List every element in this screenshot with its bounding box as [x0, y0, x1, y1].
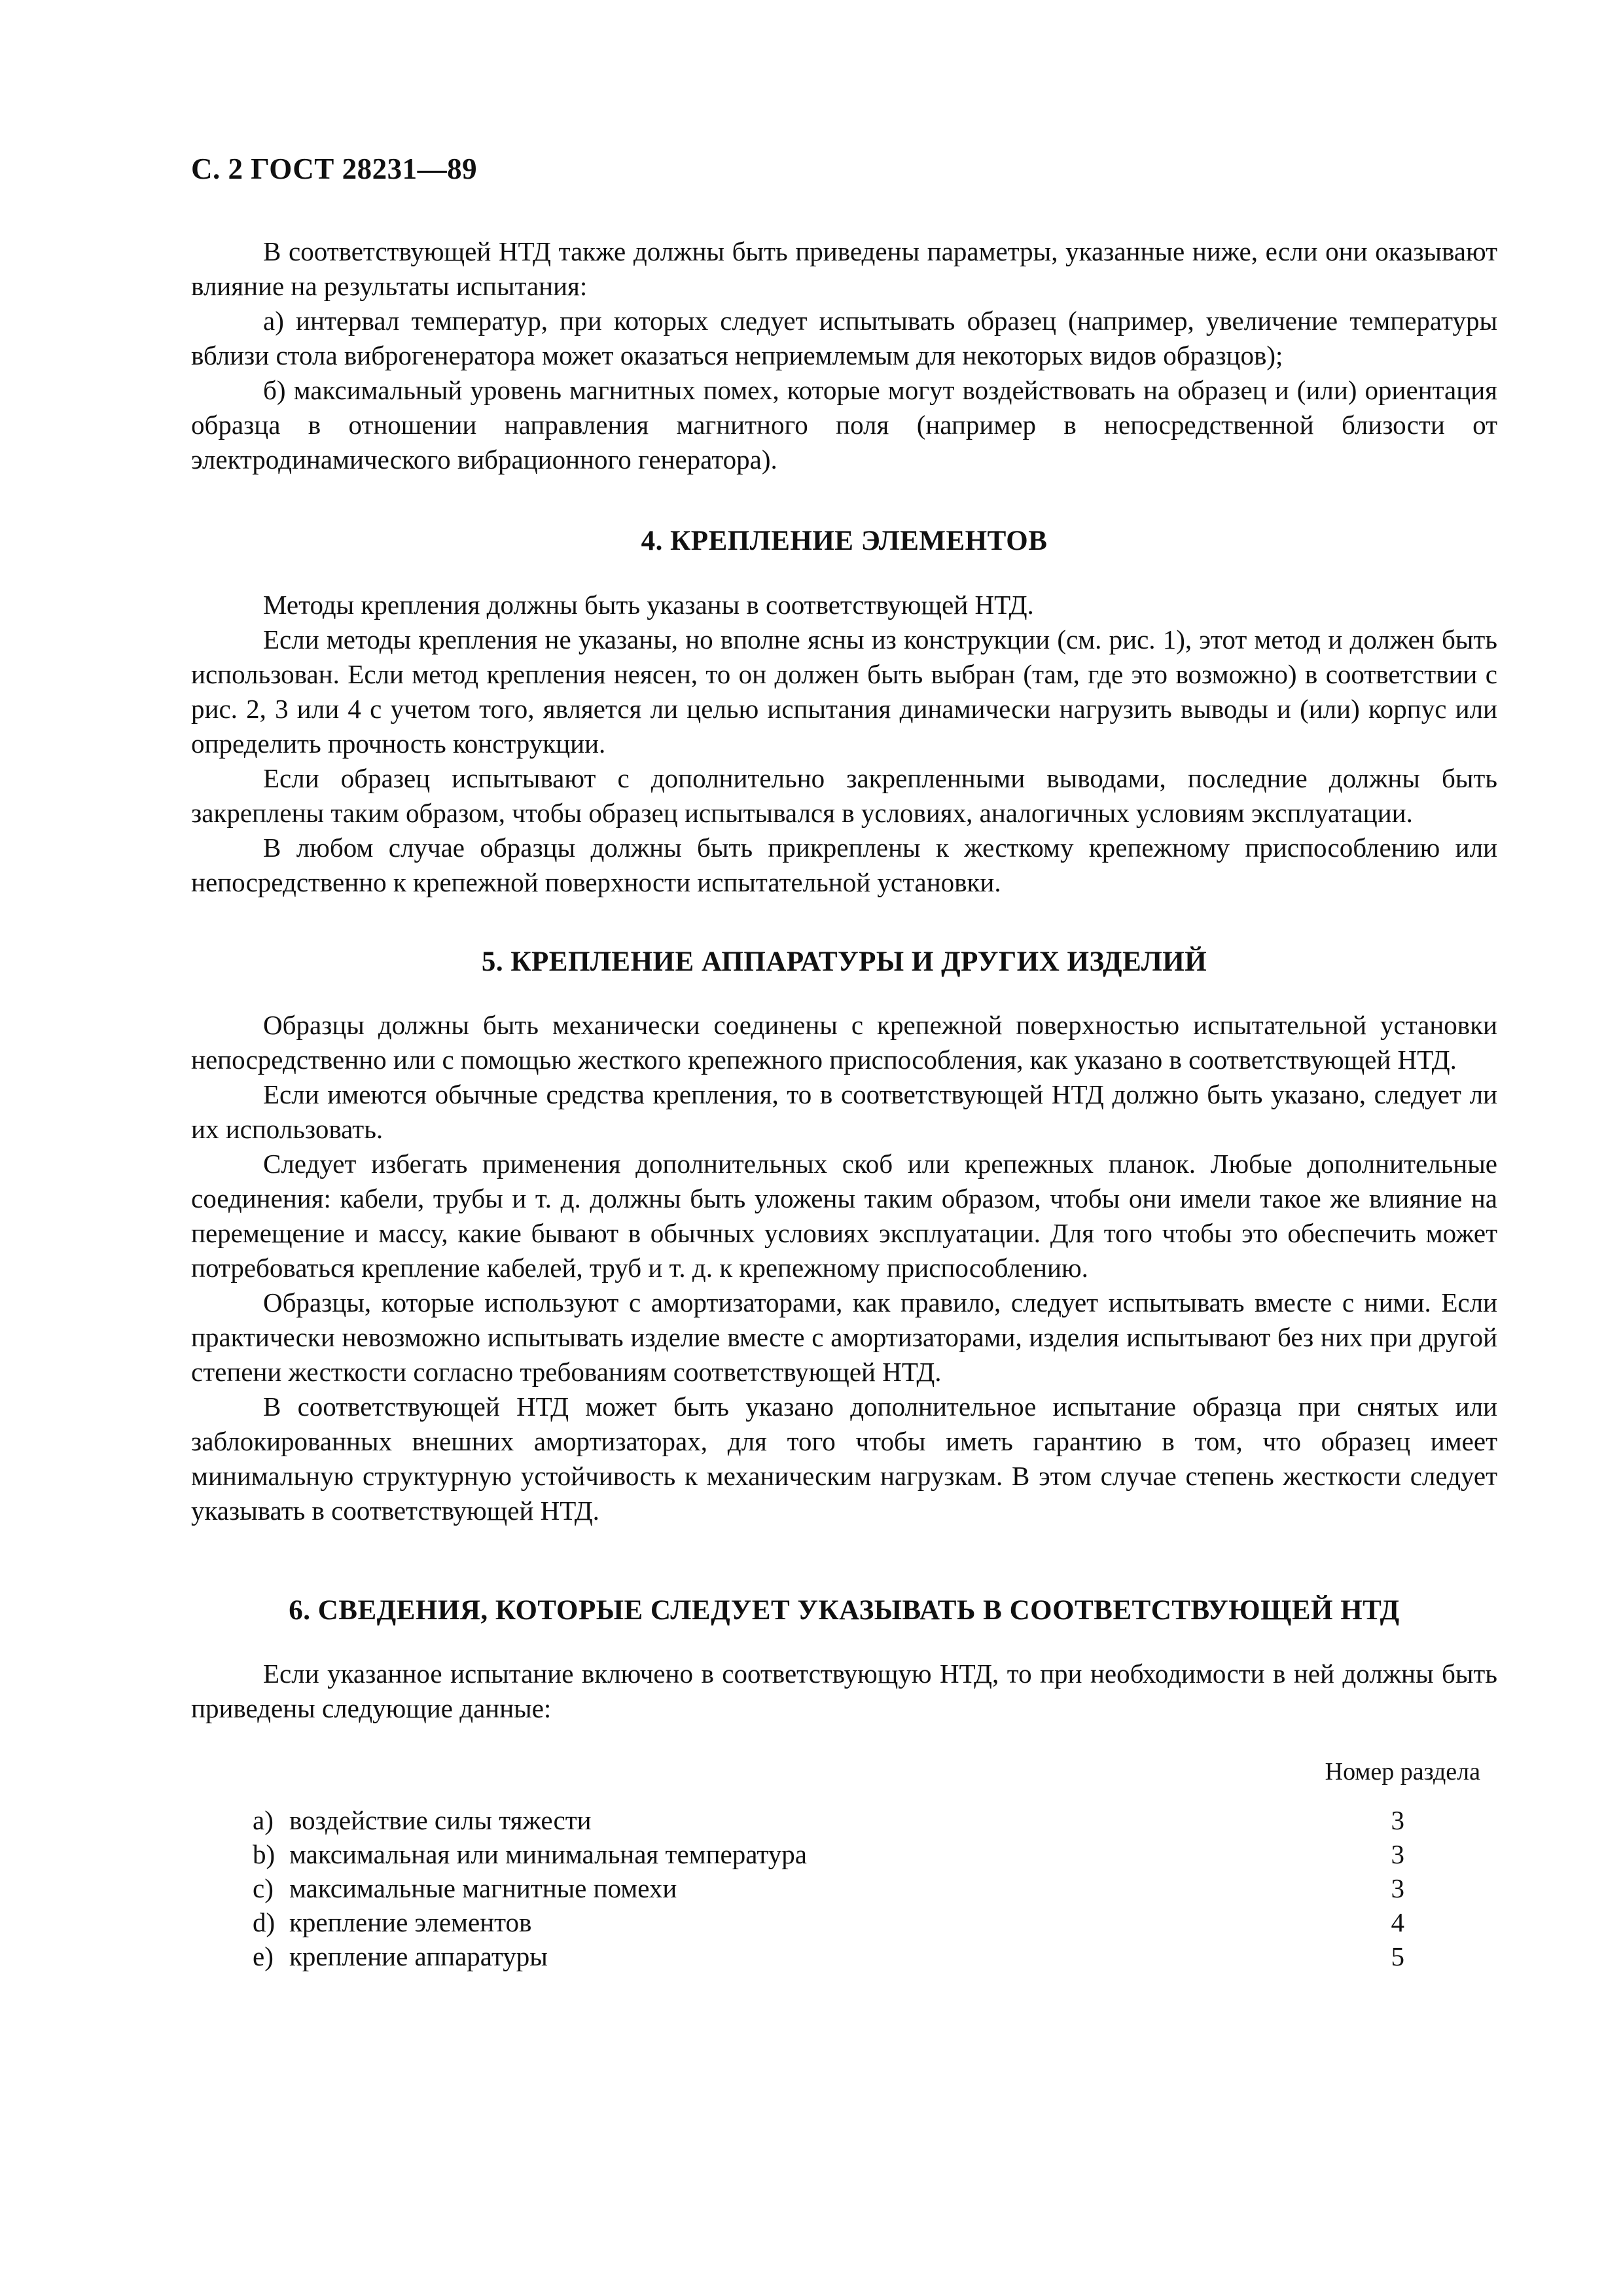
paragraph: Если методы крепления не указаны, но вполне ясны из конструкции (см. рис. 1), этот метод и должен быть использован. Если метод крепления неясен, то он должен быть выбран (там, где это возможно) в соответствии с рис. 2, 3 или 4 с учетом того, является ли целью испытания динамически нагрузить выводы и (или) корпус или определить прочность конструкции. — [191, 624, 1497, 759]
paragraph: В соответствующей НТД может быть указано дополнительное испытание образца при снятых или заблокированных внешних амортизаторах, для того чтобы иметь гарантию в том, что образец имеет минимальную структурную устойчивость к механическим нагрузкам. В этом случае степень жесткости следует указывать в соответствующей НТД. — [191, 1391, 1497, 1526]
paragraph: В любом случае образцы должны быть прикреплены к жесткому крепежному приспособлению или непосредственно к крепежной поверхности испытательной установки. — [191, 833, 1497, 897]
list-item-section-number: 5 — [1391, 1941, 1404, 1971]
list-item — [253, 1941, 1404, 1975]
paragraph: Образцы должны быть механически соединены с крепежной поверхностью испытательной установки непосредственно или с помощью жесткого крепежного приспособления, как указано в соответствующей НТД. — [191, 1010, 1497, 1075]
section-heading-6: 6. СВЕДЕНИЯ, КОТОРЫЕ СЛЕДУЕТ УКАЗЫВАТЬ В СООТВЕТСТВУЮЩЕЙ НТД — [289, 1595, 1400, 1626]
paragraph: Если имеются обычные средства крепления, то в соответствующей НТД должно быть указано, следует ли их использовать. — [191, 1079, 1497, 1144]
paragraph: Следует избегать применения дополнительных скоб или крепежных планок. Любые дополнительные соединения: кабели, трубы и т. д. должны быть уложены таким образом, чтобы они имели такое же влияние на перемещение и массу, какие бывают в обычных условиях эксплуатации. Для того чтобы это обеспечить может потребоваться крепление кабелей, труб и т. д. к крепежному приспособлению. — [191, 1149, 1497, 1283]
section-heading-5: 5. КРЕПЛЕНИЕ АППАРАТУРЫ И ДРУГИХ ИЗДЕЛИЙ — [481, 946, 1207, 977]
list-item-section-number: 4 — [1391, 1907, 1404, 1937]
intro-block — [191, 234, 1497, 477]
list-item-letter: e) — [253, 1941, 274, 1971]
list-item — [253, 1907, 1404, 1941]
list-item-letter: c) — [253, 1873, 274, 1903]
paragraph: В соответствующей НТД также должны быть приведены параметры, указанные ниже, если они оказывают влияние на результаты испытания: — [191, 236, 1497, 301]
section-6-body — [191, 1657, 1497, 1726]
list-item-text: максимальная или минимальная температура — [289, 1839, 807, 1869]
list-item-text: воздействие силы тяжести — [289, 1805, 592, 1835]
column-header-section-number: Номер раздела — [1325, 1758, 1480, 1785]
paragraph: Если указанное испытание включено в соответствующую НТД, то при необходимости в ней должны быть приведены следующие данные: — [191, 1659, 1497, 1723]
list-item-section-number: 3 — [1391, 1839, 1404, 1869]
list-item-section-number: 3 — [1391, 1805, 1404, 1835]
paragraph: б) максимальный уровень магнитных помех, которые могут воздействовать на образец и (или) ориентация образца в отношении направления магнитного поля (например в непосредственной близости от электродинамического вибрационного генератора). — [191, 375, 1497, 475]
list-item-text: крепление аппаратуры — [289, 1941, 548, 1971]
requirements-list — [253, 1804, 1404, 1975]
list-item-letter: a) — [253, 1805, 274, 1835]
section-heading-4: 4. КРЕПЛЕНИЕ ЭЛЕМЕНТОВ — [641, 526, 1048, 556]
section-4-body — [191, 588, 1497, 900]
list-item-letter: b) — [253, 1839, 276, 1869]
section-5-body — [191, 1008, 1497, 1528]
list-item-text: крепление элементов — [289, 1907, 532, 1937]
list-item — [253, 1839, 1404, 1873]
paragraph: Если образец испытывают с дополнительно закрепленными выводами, последние должны быть закреплены таким образом, чтобы образец испытывался в условиях, аналогичных условиям эксплуатации. — [191, 763, 1497, 828]
paragraph: а) интервал температур, при которых следует испытывать образец (например, увеличение температуры вблизи стола виброгенератора может оказаться неприемлемым для некоторых видов образцов); — [191, 306, 1497, 370]
running-header: С. 2 ГОСТ 28231—89 — [191, 152, 478, 185]
list-item-letter: d) — [253, 1907, 276, 1937]
paragraph: Методы крепления должны быть указаны в соответствующей НТД. — [263, 590, 1034, 620]
list-item-section-number: 3 — [1391, 1873, 1404, 1903]
list-item — [253, 1804, 1404, 1839]
list-item-text: максимальные магнитные помехи — [289, 1873, 677, 1903]
list-item — [253, 1873, 1404, 1907]
paragraph: Образцы, которые используют с амортизаторами, как правило, следует испытывать вместе с ними. Если практически невозможно испытывать изделие вместе с амортизаторами, изделия испытывают без них при другой степени жесткости согласно требованиям соответствующей НТД. — [191, 1287, 1497, 1387]
